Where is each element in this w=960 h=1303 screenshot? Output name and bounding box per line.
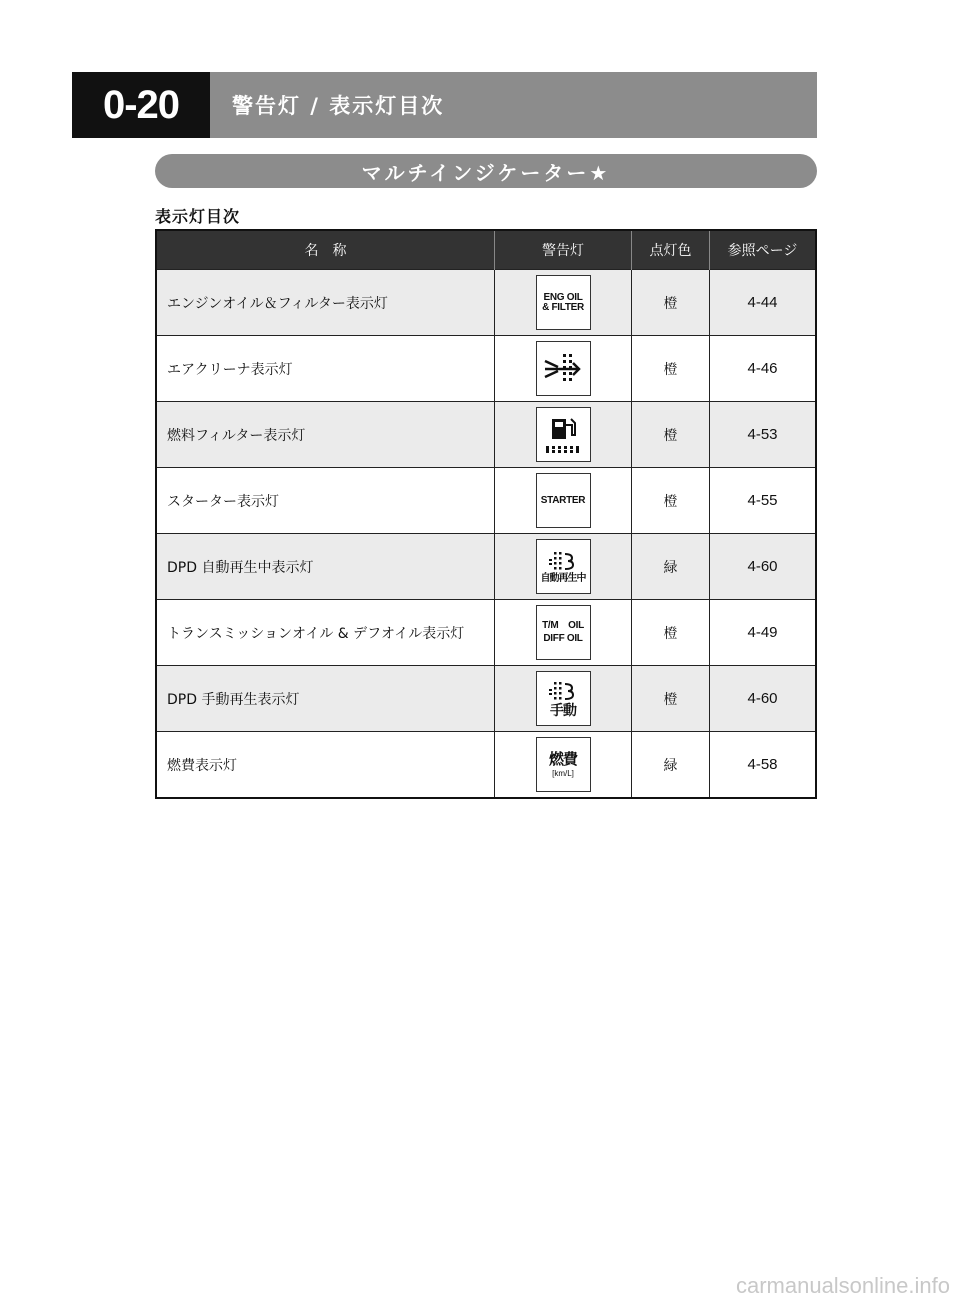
lamp-icon-cell xyxy=(495,402,632,468)
ref-page: 4-44 xyxy=(710,270,817,336)
ref-page: 4-53 xyxy=(710,402,817,468)
icon-text: ENG OIL xyxy=(543,291,583,303)
lamp-icon-cell xyxy=(495,666,632,732)
icon-text: DIFF OIL xyxy=(543,633,583,644)
fuel-economy-icon xyxy=(536,737,591,792)
lamp-icon-cell xyxy=(495,534,632,600)
lamp-name: 燃料フィルター表示灯 xyxy=(156,402,495,468)
tm-diff-oil-icon xyxy=(536,605,591,660)
lamp-color: 橙 xyxy=(632,336,710,402)
lamp-name: DPD 自動再生中表示灯 xyxy=(156,534,495,600)
dpd-manual-regen-icon xyxy=(536,671,591,726)
table-row xyxy=(156,534,816,600)
ref-page: 4-49 xyxy=(710,600,817,666)
page-title: 警告灯 / 表示灯目次 xyxy=(210,72,817,138)
table-row xyxy=(156,270,816,336)
lamp-icon-cell xyxy=(495,468,632,534)
ref-page: 4-58 xyxy=(710,732,817,799)
lamp-color: 緑 xyxy=(632,732,710,799)
eng-oil-filter-icon xyxy=(536,275,591,330)
icon-text: 燃費 xyxy=(548,749,577,768)
lamp-color: 緑 xyxy=(632,534,710,600)
lamp-color: 橙 xyxy=(632,600,710,666)
lamp-icon-cell xyxy=(495,270,632,336)
fuel-filter-icon xyxy=(536,407,591,462)
lamp-icon-cell xyxy=(495,336,632,402)
page-number: 0-20 xyxy=(72,72,210,138)
lamp-color: 橙 xyxy=(632,270,710,336)
lamp-color: 橙 xyxy=(632,468,710,534)
indicator-table xyxy=(155,229,817,799)
icon-text: STARTER xyxy=(540,494,586,506)
icon-text: & FILTER xyxy=(542,301,584,313)
icon-text: T/M OIL xyxy=(542,620,584,631)
table-row xyxy=(156,336,816,402)
table-row xyxy=(156,468,816,534)
dpd-auto-regen-icon xyxy=(536,539,591,594)
header-name: 名 称 xyxy=(156,230,495,270)
table-row xyxy=(156,732,816,799)
icon-text: 手動 xyxy=(550,702,576,719)
ref-page: 4-60 xyxy=(710,534,817,600)
ref-page: 4-46 xyxy=(710,336,817,402)
fuel-pump-glyph xyxy=(543,413,583,457)
starter-icon xyxy=(536,473,591,528)
header-color: 点灯色 xyxy=(632,230,710,270)
header-lamp: 警告灯 xyxy=(495,230,632,270)
header-page: 参照ページ xyxy=(710,230,817,270)
lamp-color: 橙 xyxy=(632,666,710,732)
table-title: 表示灯目次 xyxy=(155,207,241,226)
icon-text: [km/L] xyxy=(552,768,574,778)
lamp-name: トランスミッションオイル & デフオイル表示灯 xyxy=(156,600,495,666)
table-header-row xyxy=(156,230,816,270)
lamp-name: エンジンオイル＆フィルター表示灯 xyxy=(156,270,495,336)
dpd-filter-glyph xyxy=(548,550,578,574)
air-cleaner-glyph xyxy=(543,351,583,387)
ref-page: 4-55 xyxy=(710,468,817,534)
watermark: carmanualsonline.info xyxy=(735,1273,950,1298)
table-row xyxy=(156,666,816,732)
air-cleaner-icon xyxy=(536,341,591,396)
lamp-name: スターター表示灯 xyxy=(156,468,495,534)
lamp-name: DPD 手動再生表示灯 xyxy=(156,666,495,732)
ref-page: 4-60 xyxy=(710,666,817,732)
table-row xyxy=(156,402,816,468)
section-banner: マルチインジケーター★ xyxy=(155,154,817,188)
lamp-color: 橙 xyxy=(632,402,710,468)
lamp-icon-cell xyxy=(495,600,632,666)
dpd-filter-glyph xyxy=(548,680,578,704)
icon-text: 自動再生中 xyxy=(540,572,586,584)
lamp-name: 燃費表示灯 xyxy=(156,732,495,799)
lamp-name: エアクリーナ表示灯 xyxy=(156,336,495,402)
lamp-icon-cell xyxy=(495,732,632,799)
table-row xyxy=(156,600,816,666)
